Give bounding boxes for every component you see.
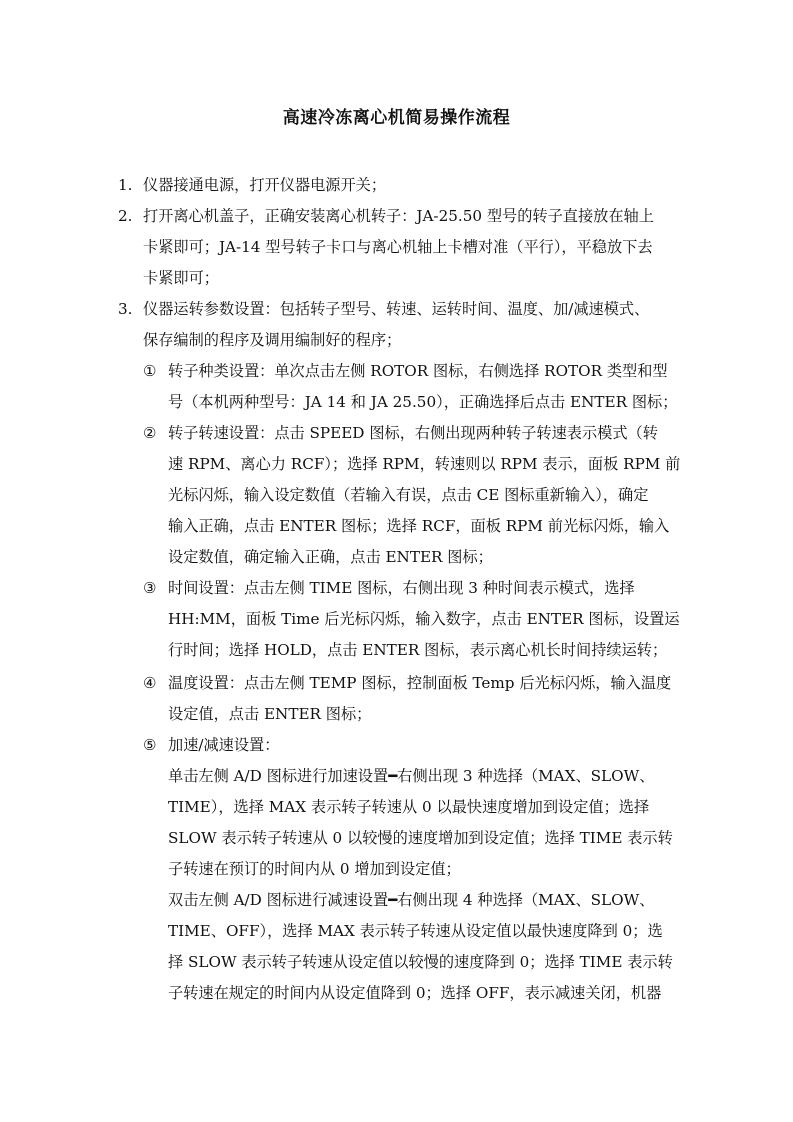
list-item-text: 仪器运转参数设置：包括转子型号、转速、运转时间、温度、加/减速模式、: [143, 300, 650, 318]
subitem-text: 双击左侧 A/D 图标进行减速设置━右侧出现 4 种选择（MAX、SLOW、: [168, 891, 655, 909]
list-item-number: 2.: [118, 207, 133, 225]
subitem-text: 单击左侧 A/D 图标进行加速设置━右侧出现 3 种选择（MAX、SLOW、: [168, 767, 655, 785]
subitem-text: 行时间；选择 HOLD，点击 ENTER 图标，表示离心机长时间持续运转；: [168, 641, 668, 659]
subitem-number: ②: [143, 424, 157, 442]
subitem-number: ①: [143, 362, 157, 380]
list-item-text: 卡紧即可；: [143, 269, 219, 287]
subitem-number: ③: [143, 579, 157, 597]
list-item-text: 打开离心机盖子，正确安装离心机转子：JA-25.50 型号的转子直接放在轴上: [143, 207, 654, 225]
subitem-text: 号（本机两种型号：JA 14 和 JA 25.50），正确选择后点击 ENTER 图标；: [168, 393, 678, 411]
subitem-text: 加速/减速设置：: [168, 736, 280, 754]
list-item-text: 保存编制的程序及调用编制好的程序；: [143, 331, 402, 349]
subitem-text: 设定数值，确定输入正确，点击 ENTER 图标；: [168, 548, 493, 566]
subitem-text: 设定值，点击 ENTER 图标；: [168, 705, 372, 723]
subitem-text: 转子转速设置：点击 SPEED 图标，右侧出现两种转子转速表示模式（转: [168, 424, 658, 442]
subitem-text: 速 RPM、离心力 RCF）；选择 RPM，转速则以 RPM 表示，面板 RPM 前: [168, 455, 681, 473]
subitem-number: ⑤: [143, 736, 157, 754]
list-item-text: 卡紧即可；JA-14 型号转子卡口与离心机轴上卡槽对准（平行），平稳放下去: [143, 238, 653, 256]
subitem-text: 光标闪烁，输入设定数值（若输入有误，点击 CE 图标重新输入），确定: [168, 486, 649, 504]
subitem-text: 子转速在规定的时间内从设定值降到 0；选择 OFF，表示减速关闭，机器: [168, 984, 662, 1002]
subitem-text: TIME、OFF），选择 MAX 表示转子转速从设定值以最快速度降到 0；选: [168, 922, 663, 940]
subitem-text: 子转速在预订的时间内从 0 增加到设定值；: [168, 860, 461, 878]
subitem-text: 输入正确，点击 ENTER 图标；选择 RCF，面板 RPM 前光标闪烁，输入: [168, 517, 670, 535]
list-item-number: 1.: [118, 176, 133, 194]
subitem-number: ④: [143, 674, 157, 692]
list-item-text: 仪器接通电源，打开仪器电源开关；: [143, 176, 386, 194]
subitem-text: 温度设置：点击左侧 TEMP 图标，控制面板 Temp 后光标闪烁，输入温度: [168, 674, 672, 692]
subitem-text: HH:MM，面板 Time 后光标闪烁，输入数字，点击 ENTER 图标，设置运: [168, 610, 680, 628]
subitem-text: SLOW 表示转子转速从 0 以较慢的速度增加到设定值；选择 TIME 表示转: [168, 829, 673, 847]
page-title: 高速冷冻离心机简易操作流程: [282, 108, 511, 128]
subitem-text: 择 SLOW 表示转子转速从设定值以较慢的速度降到 0；选择 TIME 表示转: [168, 953, 673, 971]
subitem-text: TIME），选择 MAX 表示转子转速从 0 以最快速度增加到设定值；选择: [168, 798, 650, 816]
list-item-number: 3.: [118, 300, 133, 318]
subitem-text: 转子种类设置：单次点击左侧 ROTOR 图标，右侧选择 ROTOR 类型和型: [168, 362, 668, 380]
subitem-text: 时间设置：点击左侧 TIME 图标，右侧出现 3 种时间表示模式，选择: [168, 579, 635, 597]
